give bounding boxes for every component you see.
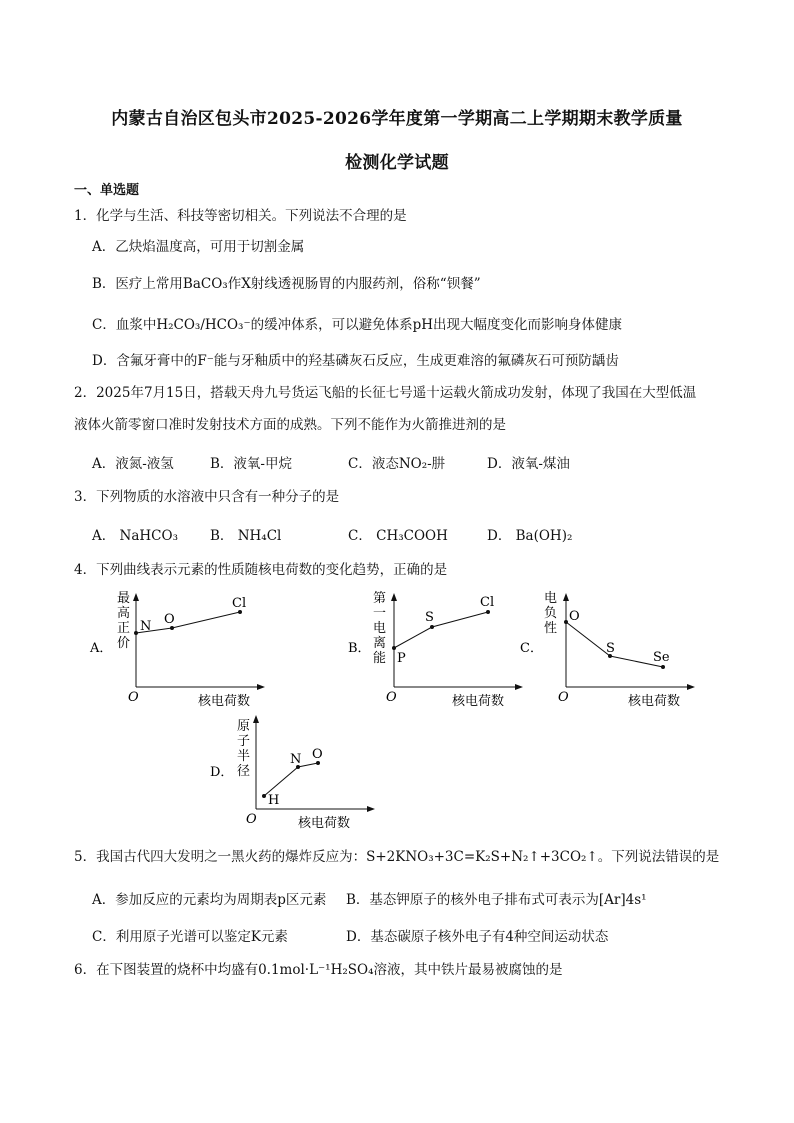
figure-c-ylabel-2: 负 bbox=[544, 606, 558, 621]
figure-a-xlabel: 核电荷数 bbox=[198, 694, 251, 709]
figure-d-xlabel: 核电荷数 bbox=[298, 816, 351, 830]
figure-d-option-label: D． bbox=[210, 765, 234, 780]
q6-stem: 6．在下图装置的烧杯中均盛有0.1mol·L⁻¹H₂SO₄溶液，其中铁片最易被腐蚀的是 bbox=[74, 962, 563, 978]
q1-option-c: C．血浆中H₂CO₃/HCO₃⁻的缓冲体系，可以避免体系pH出现大幅度变化而影响身体健康 bbox=[92, 317, 622, 333]
q2-option-b: B．液氧-甲烷 bbox=[210, 456, 292, 472]
q4-figure-c bbox=[518, 590, 698, 710]
q3-option-d: D． Ba(OH)₂ bbox=[487, 528, 573, 544]
q2-option-a: A．液氮-液氢 bbox=[92, 456, 174, 472]
q1-option-d: D．含氟牙膏中的F⁻能与牙釉质中的羟基磷灰石反应，生成更难溶的氟磷灰石可预防龋齿 bbox=[92, 353, 619, 369]
q4-figure-a bbox=[88, 590, 268, 710]
figure-a-ylabel-1: 最 bbox=[117, 591, 131, 606]
figure-c-ylabel-1: 电 bbox=[544, 591, 558, 606]
figure-d-ylabel-2: 子 bbox=[237, 734, 251, 749]
figure-c-origin: O bbox=[558, 690, 569, 705]
figure-c-point-s: S bbox=[606, 641, 615, 656]
figure-a-ylabel-2: 高 bbox=[117, 606, 131, 621]
q1-stem: 1．化学与生活、科技等密切相关。下列说法不合理的是 bbox=[74, 208, 407, 224]
figure-b-ylabel-4: 离 bbox=[373, 636, 387, 651]
figure-a-point-n: N bbox=[140, 619, 152, 634]
q2-stem-line-2: 液体火箭零窗口准时发射技术方面的成熟。下列不能作为火箭推进剂的是 bbox=[74, 417, 506, 433]
figure-d-ylabel-4: 径 bbox=[237, 764, 251, 779]
title-line-1: 内蒙古自治区包头市2025-2026学年度第一学期高二上学期期末教学质量 bbox=[111, 109, 683, 129]
title-line-2: 检测化学试题 bbox=[345, 153, 449, 173]
q4-figure-b bbox=[346, 590, 526, 710]
q3-option-b: B． NH₄Cl bbox=[210, 528, 282, 544]
figure-d-ylabel-1: 原 bbox=[237, 719, 251, 734]
q4-stem: 4．下列曲线表示元素的性质随核电荷数的变化趋势，正确的是 bbox=[74, 562, 448, 578]
q5-option-b: B．基态钾原子的核外电子排布式可表示为[Ar]4s¹ bbox=[346, 892, 647, 908]
figure-b-ylabel-3: 电 bbox=[373, 621, 387, 636]
q4-figure-d bbox=[208, 712, 388, 830]
q1-option-b: B．医疗上常用BaCO₃作X射线透视肠胃的内服药剂，俗称“钡餐” bbox=[92, 276, 481, 292]
q5-option-c: C．利用原子光谱可以鉴定K元素 bbox=[92, 929, 288, 945]
figure-a-ylabel-4: 价 bbox=[117, 636, 131, 651]
q5-option-a: A．参加反应的元素均为周期表p区元素 bbox=[92, 892, 327, 908]
q2-stem-line-1: 2．2025年7月15日，搭载天舟九号货运飞船的长征七号遥十运载火箭成功发射，体现了我国在大型低温 bbox=[74, 385, 697, 401]
figure-d-point-n: N bbox=[290, 752, 302, 767]
figure-d-point-o: O bbox=[312, 747, 323, 762]
figure-c-ylabel-3: 性 bbox=[544, 621, 558, 636]
figure-d-origin: O bbox=[246, 812, 257, 827]
figure-d-point-h: H bbox=[268, 793, 280, 808]
figure-a-point-cl: Cl bbox=[232, 596, 247, 611]
q1-option-a: A．乙炔焰温度高，可用于切割金属 bbox=[92, 239, 305, 255]
figure-b-ylabel-5: 能 bbox=[373, 651, 387, 666]
q3-option-a: A． NaHCO₃ bbox=[92, 528, 178, 544]
q5-stem: 5．我国古代四大发明之一黑火药的爆炸反应为：S+2KNO₃+3C=K₂S+N₂↑+3CO₂↑。下列说法错误的是 bbox=[74, 849, 720, 865]
figure-b-xlabel: 核电荷数 bbox=[452, 694, 505, 709]
figure-c-point-se: Se bbox=[653, 650, 670, 665]
q3-stem: 3．下列物质的水溶液中只含有一种分子的是 bbox=[74, 489, 340, 505]
section-heading: 一、单选题 bbox=[74, 183, 140, 198]
figure-b-option-label: B． bbox=[348, 641, 371, 656]
figure-c-point-o: O bbox=[569, 609, 580, 624]
figure-a-origin: O bbox=[128, 690, 139, 705]
figure-d-ylabel-3: 半 bbox=[237, 749, 251, 764]
q3-option-c: C． CH₃COOH bbox=[348, 528, 448, 544]
figure-b-ylabel-2: 一 bbox=[373, 606, 387, 621]
figure-a-point-o: O bbox=[164, 612, 175, 627]
figure-b-origin: O bbox=[386, 690, 397, 705]
figure-c-xlabel: 核电荷数 bbox=[628, 694, 681, 709]
figure-b-point-p: P bbox=[397, 651, 406, 666]
figure-a-ylabel-3: 正 bbox=[117, 621, 131, 636]
figure-b-ylabel-1: 第 bbox=[373, 591, 387, 606]
figure-c-option-label: C． bbox=[520, 641, 543, 656]
q2-option-d: D．液氧-煤油 bbox=[487, 456, 570, 472]
figure-a-option-label: A． bbox=[90, 641, 113, 656]
q2-option-c: C．液态NO₂-肼 bbox=[348, 456, 446, 472]
figure-b-point-s: S bbox=[425, 610, 434, 625]
figure-b-point-cl: Cl bbox=[480, 595, 495, 610]
q5-option-d: D．基态碳原子核外电子有4种空间运动状态 bbox=[346, 929, 609, 945]
